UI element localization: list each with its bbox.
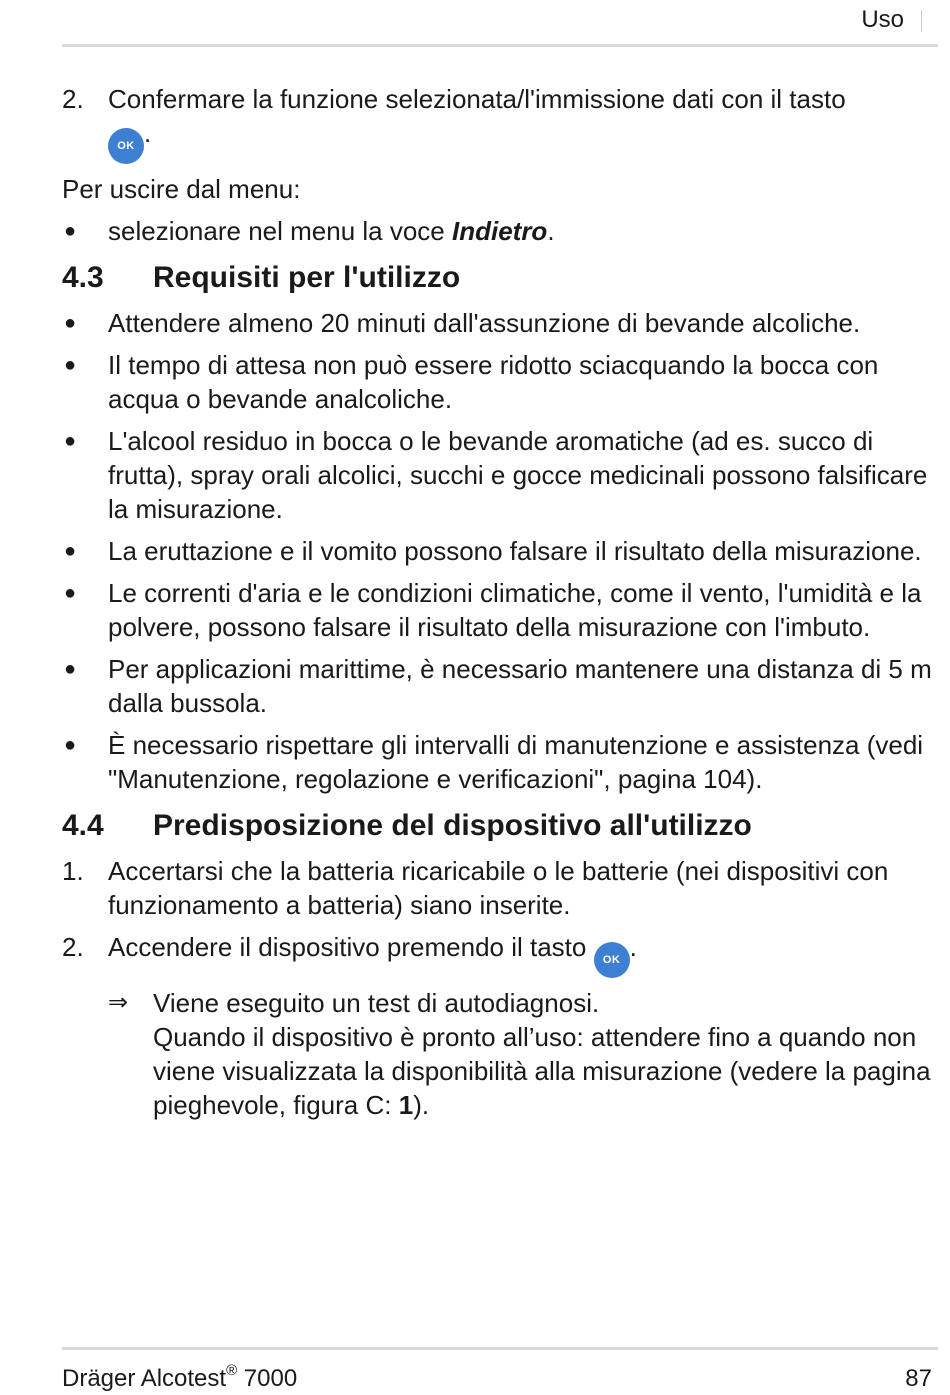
header-section-title: Uso xyxy=(861,6,904,33)
requirement-text: Per applicazioni marittime, è necessario mantenere una distanza di 5 m dalla bussola. xyxy=(108,654,932,718)
header-separator xyxy=(921,10,922,32)
step-end: . xyxy=(144,118,152,148)
section-number: 4.3 xyxy=(62,261,104,294)
requirement-text: L'alcool residuo in bocca o le bevande aromatiche (ad es. succo di frutta), spray orali alcolici, succhi e gocce medicinali possono falsificare la misurazione. xyxy=(108,426,928,524)
requirement-text: È necessario rispettare gli intervalli di manutenzione e assistenza (vedi "Manutenzione, regolazione e verificazioni", pagina 104). xyxy=(108,730,924,794)
setup-step-2 xyxy=(62,930,936,978)
section-heading-4-4 xyxy=(62,804,936,848)
setup-result xyxy=(62,986,936,1122)
requirement-text: Attendere almeno 20 minuti dall'assunzione di bevande alcoliche. xyxy=(108,308,861,338)
requirement-text: Il tempo di attesa non può essere ridotto sciacquando la bocca con acqua o bevande analcoliche. xyxy=(108,350,879,414)
section-heading-4-3 xyxy=(62,256,936,300)
step-text: Confermare la funzione selezionata/l'immissione dati con il tasto xyxy=(108,84,846,114)
step-end: . xyxy=(629,932,637,962)
requirement-item xyxy=(62,534,936,568)
result-line-2: Quando il dispositivo è pronto all’uso: attendere fino a quando non viene visualizzata la disponibilità alla misurazione (vedere la pagina pieghevole, figura C: xyxy=(153,1022,931,1120)
exit-menu-intro: Per uscire dal menu: xyxy=(62,174,301,204)
result-figure-ref: 1 xyxy=(398,1090,414,1120)
product-model: 7000 xyxy=(237,1365,298,1392)
page-footer xyxy=(62,1347,938,1392)
bullet-icon: ● xyxy=(64,430,77,452)
step-number: 2. xyxy=(62,932,84,962)
requirement-item xyxy=(62,424,936,526)
bullet-icon: ● xyxy=(64,582,77,604)
bullet-icon: ● xyxy=(64,220,77,242)
result-end: ). xyxy=(413,1090,430,1120)
requirement-text: La eruttazione e il vomito possono falsare il risultato della misurazione. xyxy=(108,536,922,566)
registered-mark: ® xyxy=(226,1362,238,1379)
step-number: 1. xyxy=(62,856,84,886)
requirement-item xyxy=(62,348,936,416)
section-title: Predisposizione del dispositivo all'utilizzo xyxy=(153,809,752,842)
step-text: Accendere il dispositivo premendo il tasto xyxy=(108,932,587,962)
step-text: Accertarsi che la batteria ricaricabile o le batterie (nei dispositivi con funzionamento a batteria) siano inserite. xyxy=(108,856,889,920)
exit-menu-bullet xyxy=(62,214,936,248)
bullet-emphasis: Indietro xyxy=(451,216,548,246)
requirement-item xyxy=(62,576,936,644)
bullet-end: . xyxy=(547,216,555,246)
bullet-icon: ● xyxy=(64,312,77,334)
section-number: 4.4 xyxy=(62,809,104,842)
bullet-icon: ● xyxy=(64,734,77,756)
page-number: 87 xyxy=(905,1365,932,1392)
step-confirm xyxy=(62,82,936,164)
step-number: 2. xyxy=(62,84,84,114)
bullet-icon: ● xyxy=(64,658,77,680)
bullet-text: selezionare nel menu la voce xyxy=(108,216,452,246)
product-name: Dräger Alcotest xyxy=(62,1365,227,1392)
requirement-text: Le correnti d'aria e le condizioni climatiche, come il vento, l'umidità e la polvere, possono falsare il risultato della misurazione con l'imbuto. xyxy=(108,578,922,642)
ok-key-icon: OK xyxy=(594,942,630,978)
setup-step-1 xyxy=(62,854,936,922)
bullet-icon: ● xyxy=(64,540,77,562)
ok-key-icon: OK xyxy=(108,128,144,164)
result-arrow-icon: ⇒ xyxy=(108,989,129,1016)
result-line-1: Viene eseguito un test di autodiagnosi. xyxy=(153,988,600,1018)
requirement-item xyxy=(62,306,936,340)
page-content xyxy=(62,82,936,1130)
footer-product xyxy=(62,1364,297,1394)
requirement-item xyxy=(62,652,936,720)
page-header xyxy=(62,0,938,47)
bullet-icon: ● xyxy=(64,354,77,376)
requirement-item xyxy=(62,728,936,796)
section-title: Requisiti per l'utilizzo xyxy=(153,261,461,294)
